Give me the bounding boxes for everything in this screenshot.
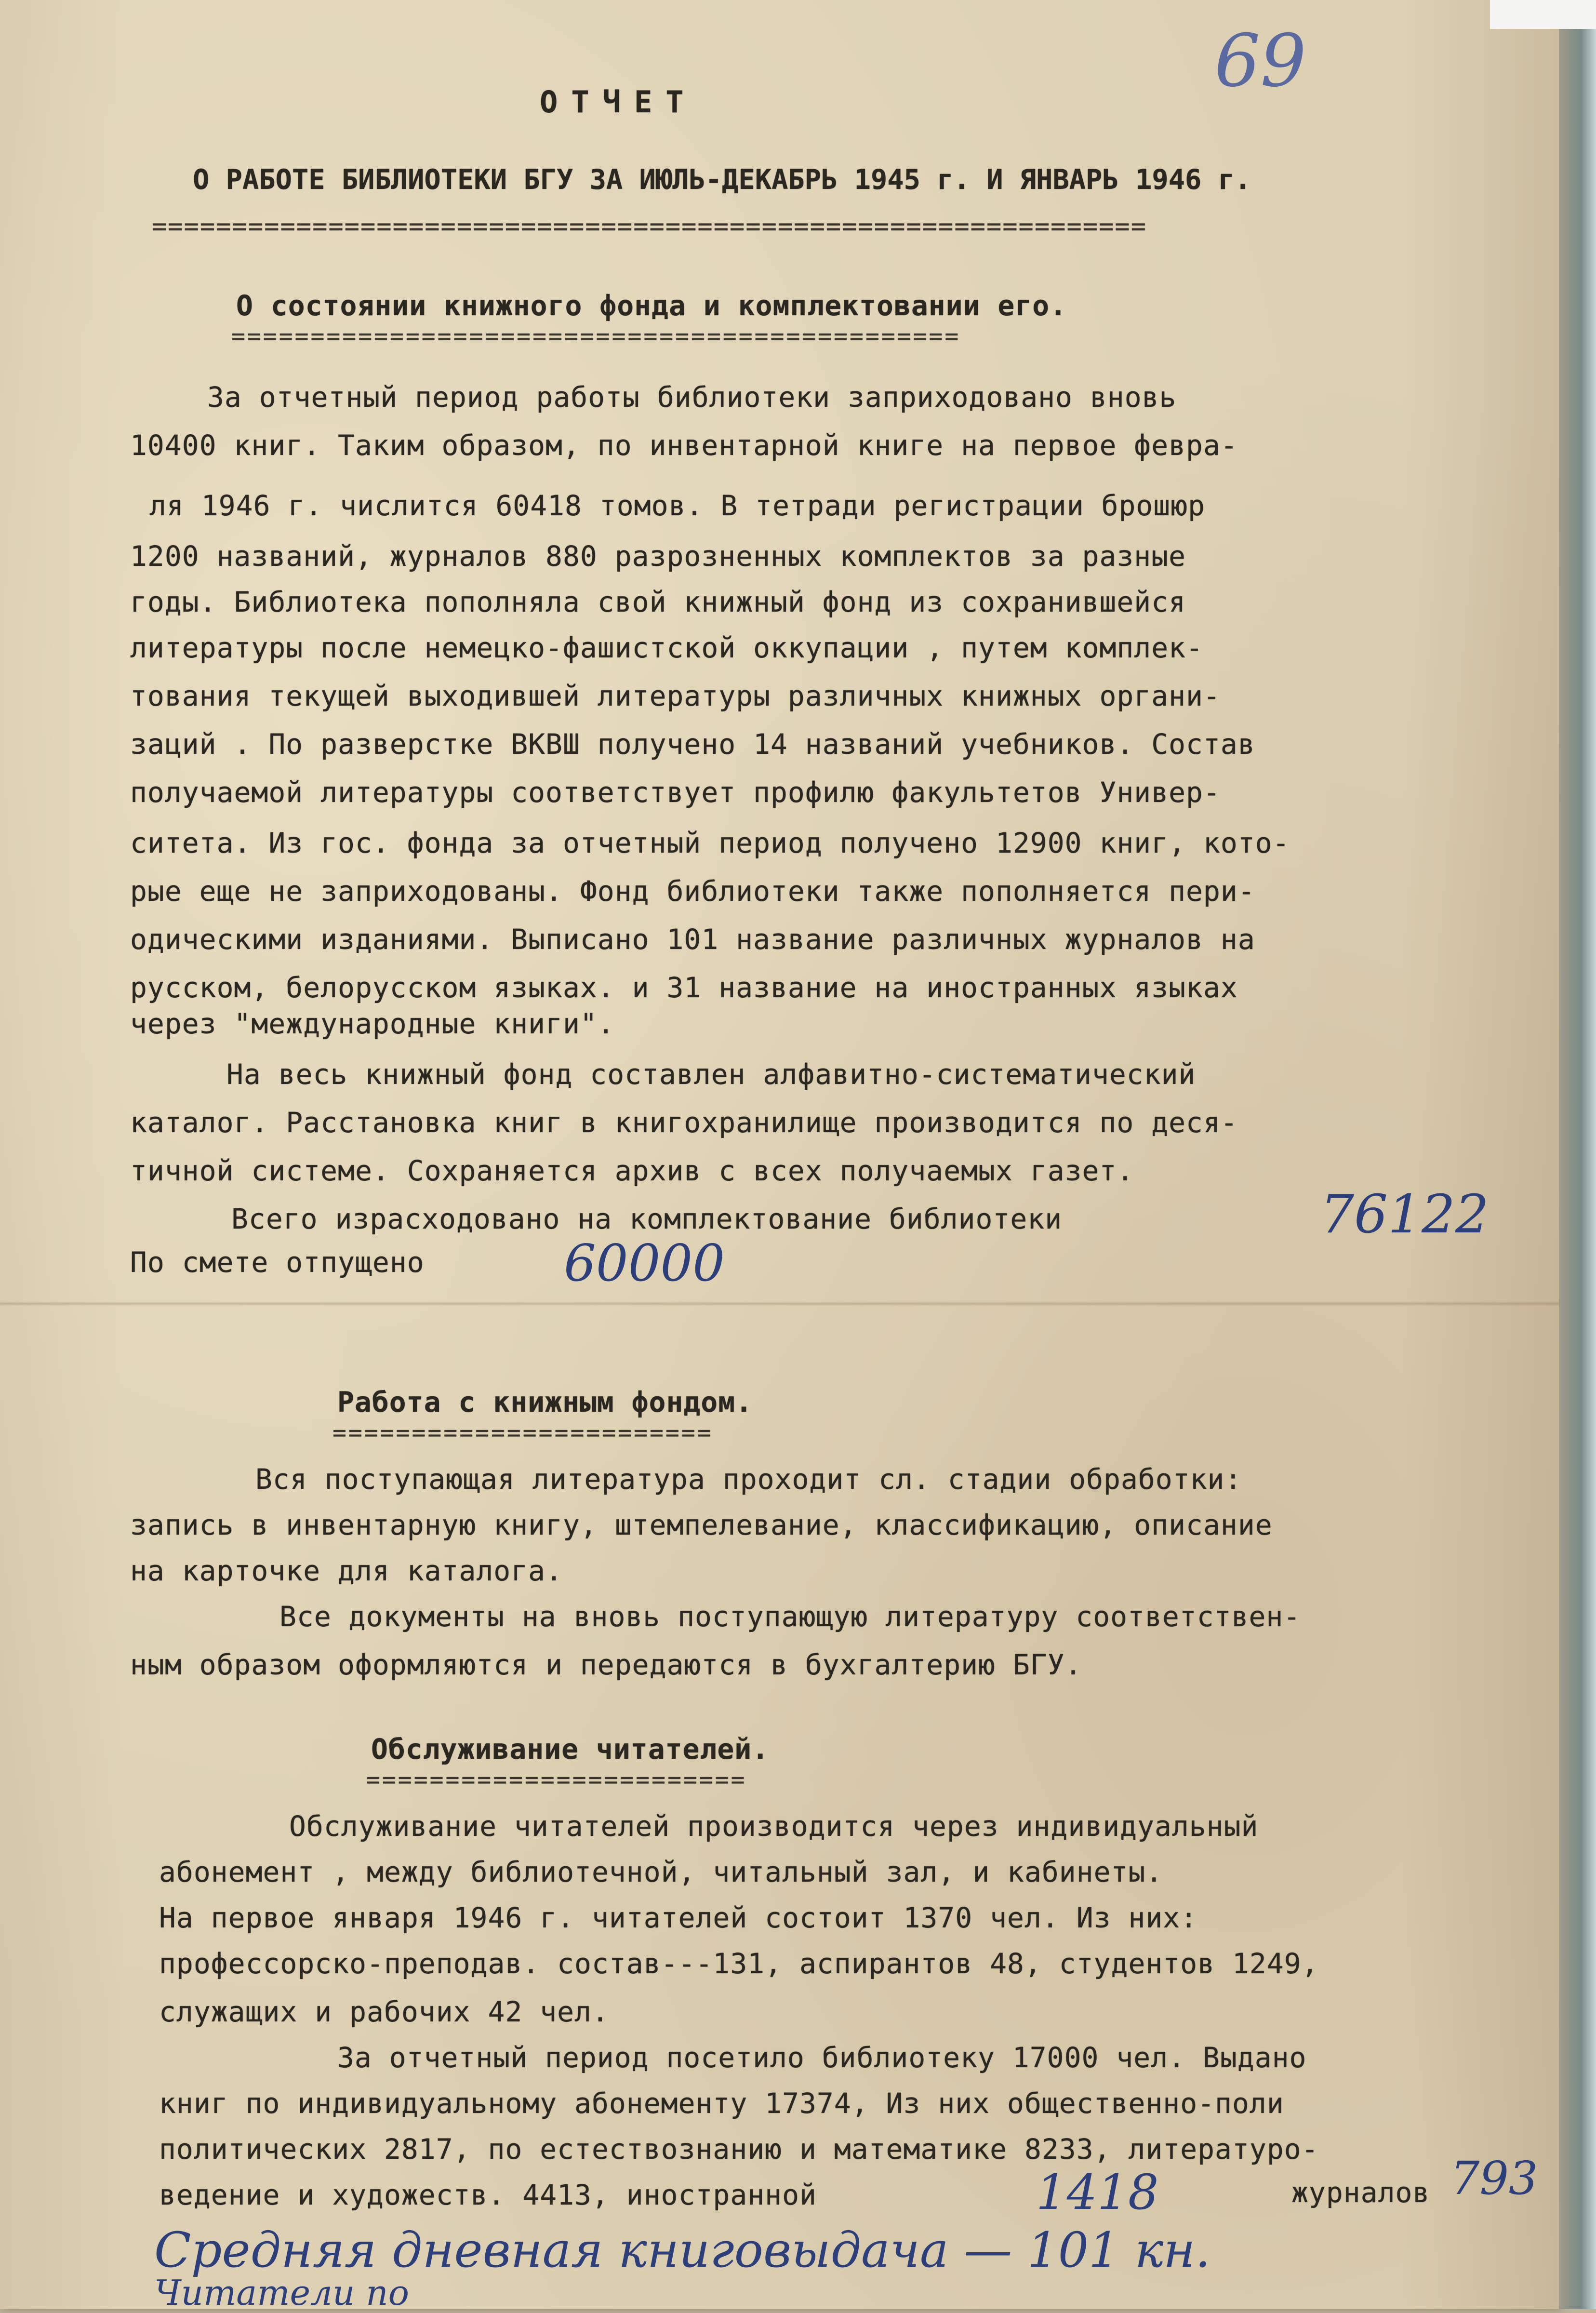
- page-number: 69: [1214, 19, 1306, 103]
- s3-line-6: За отчетный период посетило библиотеку 17000 чел. Выдано: [337, 2041, 1307, 2074]
- s3-line-5: служащих и рабочих 42 чел.: [159, 1995, 609, 2028]
- section-1-heading: О состоянии книжного фонда и комплектовании его.: [236, 289, 1067, 322]
- handwritten-foreign-count: 1418: [1036, 2164, 1159, 2220]
- section-2-heading: Работа с книжным фондом.: [337, 1386, 753, 1418]
- section-3-heading: Обслуживание читателей.: [371, 1733, 770, 1765]
- s1-line-9: получаемой литературы соответствует профилю факультетов Универ-: [130, 776, 1221, 809]
- background-edge: [1559, 0, 1596, 2309]
- s3-line-4: профессорско-преподав. состав---131, аспирантов 48, студентов 1249,: [159, 1947, 1319, 1980]
- s1-line-16: каталог. Расстановка книг в книгохранилище производится по деся-: [130, 1106, 1238, 1139]
- section-3-underline: ========================: [366, 1766, 747, 1793]
- s1-line-13: русском, белорусском языках. и 31 название на иностранных языках: [130, 971, 1238, 1004]
- s3-line-7: книг по индивидуальному абонементу 17374, Из них общественно-поли: [159, 2087, 1284, 2120]
- s3-line-8: политических 2817, по естествознанию и математике 8233, литературо-: [159, 2133, 1319, 2166]
- s1-line-2: 10400 книг. Таким образом, по инвентарной книге на первое февра-: [130, 429, 1238, 462]
- s1-line-17: тичной системе. Сохраняется архив с всех получаемых газет.: [130, 1154, 1134, 1187]
- s1-line-19: По смете отпущено: [130, 1246, 425, 1279]
- handwritten-allotted: 60000: [564, 1234, 725, 1293]
- s1-line-6: литературы после немецко-фашистской оккупации , путем комплек-: [130, 631, 1203, 664]
- s2-line-1: Вся поступающая литература проходит сл. стадии обработки:: [255, 1463, 1242, 1496]
- s3-line-10: журналов: [1291, 2176, 1430, 2209]
- handwritten-total-spent: 76122: [1320, 1183, 1489, 1245]
- s1-line-15: На весь книжный фонд составлен алфавитно-систематический: [226, 1058, 1196, 1091]
- s1-line-11: рые еще не заприходованы. Фонд библиотеки также пополняется пери-: [130, 875, 1255, 908]
- handwritten-note-2: Читатели по: [154, 2273, 409, 2313]
- s3-line-2: абонемент , между библиотечной, читальный зал, и кабинеты.: [159, 1856, 1163, 1888]
- s1-line-18: Всего израсходовано на комплектование библиотеки: [231, 1203, 1063, 1235]
- s1-line-3: ля 1946 г. числится 60418 томов. В тетради регистрации брошюр: [149, 489, 1206, 522]
- s1-line-10: ситета. Из гос. фонда за отчетный период получено 12900 книг, кото-: [130, 827, 1290, 859]
- paper-fold: [0, 1301, 1559, 1306]
- s1-line-12: одическими изданиями. Выписано 101 название различных журналов на: [130, 923, 1255, 956]
- s1-line-14: через "международные книги".: [130, 1007, 615, 1040]
- background-corner: [1490, 0, 1596, 29]
- s3-line-1: Обслуживание читателей производится через индивидуальный: [289, 1810, 1259, 1843]
- section-1-underline: ==============================================: [231, 323, 961, 350]
- handwritten-journals-count: 793: [1450, 2152, 1538, 2205]
- title-divider: ==============================================================: [152, 212, 1147, 241]
- s2-line-3: на карточке для каталога.: [130, 1554, 563, 1587]
- section-2-underline: ========================: [332, 1419, 713, 1446]
- s1-line-8: заций . По разверстке ВКВШ получено 14 названий учебников. Состав: [130, 728, 1255, 761]
- s2-line-4: Все документы на вновь поступающую литературу соответствен-: [279, 1600, 1301, 1633]
- s1-line-5: годы. Библиотека пополняла свой книжный фонд из сохранившейся: [130, 586, 1186, 618]
- document-subtitle: О РАБОТЕ БИБЛИОТЕКИ БГУ ЗА ИЮЛЬ-ДЕКАБРЬ 1945 г. И ЯНВАРЬ 1946 г.: [193, 164, 1251, 196]
- s2-line-2: запись в инвентарную книгу, штемпелевание, классификацию, описание: [130, 1509, 1273, 1541]
- s1-line-1: За отчетный период работы библиотеки заприходовано вновь: [207, 381, 1177, 414]
- handwritten-note-1: Средняя дневная книговыдача — 101 кн.: [154, 2222, 1211, 2278]
- s1-line-4: 1200 названий, журналов 880 разрозненных комплектов за разные: [130, 540, 1186, 573]
- s1-line-7: тования текущей выходившей литературы различных книжных органи-: [130, 680, 1221, 712]
- s2-line-5: ным образом оформляются и передаются в бухгалтерию БГУ.: [130, 1648, 1082, 1681]
- document-title: ОТЧЕТ: [540, 84, 697, 120]
- s3-line-3: На первое января 1946 г. читателей состоит 1370 чел. Из них:: [159, 1901, 1198, 1934]
- s3-line-9: ведение и художеств. 4413, иностранной: [159, 2179, 817, 2211]
